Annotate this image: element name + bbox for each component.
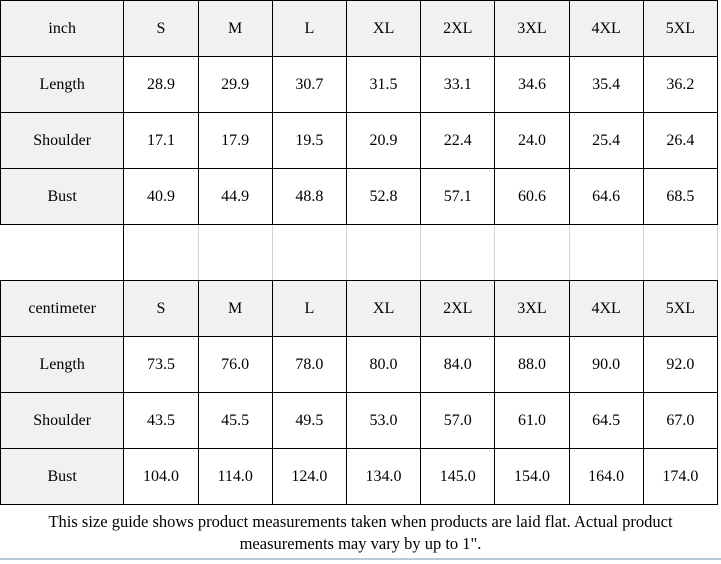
value-cell: 31.5 [346, 57, 420, 113]
unit-header-cell: inch [1, 1, 124, 57]
value-cell: 19.5 [272, 113, 346, 169]
value-cell: 88.0 [495, 337, 569, 393]
spacer-cell [272, 225, 346, 281]
value-cell: 17.1 [124, 113, 198, 169]
row-label-cell: Length [1, 337, 124, 393]
value-cell: 28.9 [124, 57, 198, 113]
value-cell: 43.5 [124, 393, 198, 449]
value-cell: 80.0 [346, 337, 420, 393]
row-label-cell: Shoulder [1, 393, 124, 449]
value-cell: 174.0 [643, 449, 717, 505]
spacer-cell [495, 225, 569, 281]
size-header-cell: 5XL [643, 281, 717, 337]
row-label-cell: Shoulder [1, 113, 124, 169]
value-cell: 64.6 [569, 169, 643, 225]
value-cell: 44.9 [198, 169, 272, 225]
value-cell: 30.7 [272, 57, 346, 113]
size-header-cell: 2XL [421, 1, 495, 57]
spacer-cell [643, 225, 717, 281]
size-header-cell: 4XL [569, 1, 643, 57]
inch-header-row [1, 1, 718, 57]
value-cell: 36.2 [643, 57, 717, 113]
value-cell: 34.6 [495, 57, 569, 113]
value-cell: 48.8 [272, 169, 346, 225]
row-label-cell: Bust [1, 169, 124, 225]
table-row-length-inch [1, 57, 718, 113]
value-cell: 114.0 [198, 449, 272, 505]
table-row-shoulder-cm [1, 393, 718, 449]
value-cell: 33.1 [421, 57, 495, 113]
size-header-cell: 2XL [421, 281, 495, 337]
size-header-cell: 3XL [495, 281, 569, 337]
size-header-cell: S [124, 281, 198, 337]
value-cell: 124.0 [272, 449, 346, 505]
size-header-cell: 3XL [495, 1, 569, 57]
spacer-row [1, 225, 718, 281]
value-cell: 104.0 [124, 449, 198, 505]
value-cell: 154.0 [495, 449, 569, 505]
value-cell: 60.6 [495, 169, 569, 225]
size-header-cell: M [198, 281, 272, 337]
value-cell: 35.4 [569, 57, 643, 113]
spacer-cell [421, 225, 495, 281]
centimeter-header-row [1, 281, 718, 337]
table-row-bust-cm [1, 449, 718, 505]
table-row-length-cm [1, 337, 718, 393]
value-cell: 20.9 [346, 113, 420, 169]
value-cell: 84.0 [421, 337, 495, 393]
size-header-cell: XL [346, 281, 420, 337]
size-header-cell: 5XL [643, 1, 717, 57]
spacer-cell [569, 225, 643, 281]
size-header-cell: M [198, 1, 272, 57]
size-header-cell: L [272, 281, 346, 337]
size-guide-disclaimer: This size guide shows product measurements taken when products are laid flat. Actual product measurements may vary by up to 1". [0, 505, 721, 560]
value-cell: 67.0 [643, 393, 717, 449]
size-header-cell: L [272, 1, 346, 57]
value-cell: 52.8 [346, 169, 420, 225]
value-cell: 45.5 [198, 393, 272, 449]
row-label-cell: Length [1, 57, 124, 113]
table-row-bust-inch [1, 169, 718, 225]
value-cell: 57.0 [421, 393, 495, 449]
value-cell: 90.0 [569, 337, 643, 393]
value-cell: 73.5 [124, 337, 198, 393]
value-cell: 29.9 [198, 57, 272, 113]
value-cell: 53.0 [346, 393, 420, 449]
table-row-shoulder-inch [1, 113, 718, 169]
value-cell: 134.0 [346, 449, 420, 505]
size-header-cell: 4XL [569, 281, 643, 337]
value-cell: 25.4 [569, 113, 643, 169]
spacer-cell [1, 225, 124, 281]
value-cell: 26.4 [643, 113, 717, 169]
value-cell: 145.0 [421, 449, 495, 505]
value-cell: 24.0 [495, 113, 569, 169]
value-cell: 92.0 [643, 337, 717, 393]
value-cell: 17.9 [198, 113, 272, 169]
value-cell: 164.0 [569, 449, 643, 505]
size-header-cell: XL [346, 1, 420, 57]
value-cell: 57.1 [421, 169, 495, 225]
value-cell: 68.5 [643, 169, 717, 225]
value-cell: 78.0 [272, 337, 346, 393]
spacer-cell [124, 225, 198, 281]
unit-header-cell: centimeter [1, 281, 124, 337]
value-cell: 76.0 [198, 337, 272, 393]
value-cell: 40.9 [124, 169, 198, 225]
spacer-cell [198, 225, 272, 281]
row-label-cell: Bust [1, 449, 124, 505]
value-cell: 61.0 [495, 393, 569, 449]
size-header-cell: S [124, 1, 198, 57]
value-cell: 49.5 [272, 393, 346, 449]
value-cell: 22.4 [421, 113, 495, 169]
spacer-cell [346, 225, 420, 281]
value-cell: 64.5 [569, 393, 643, 449]
